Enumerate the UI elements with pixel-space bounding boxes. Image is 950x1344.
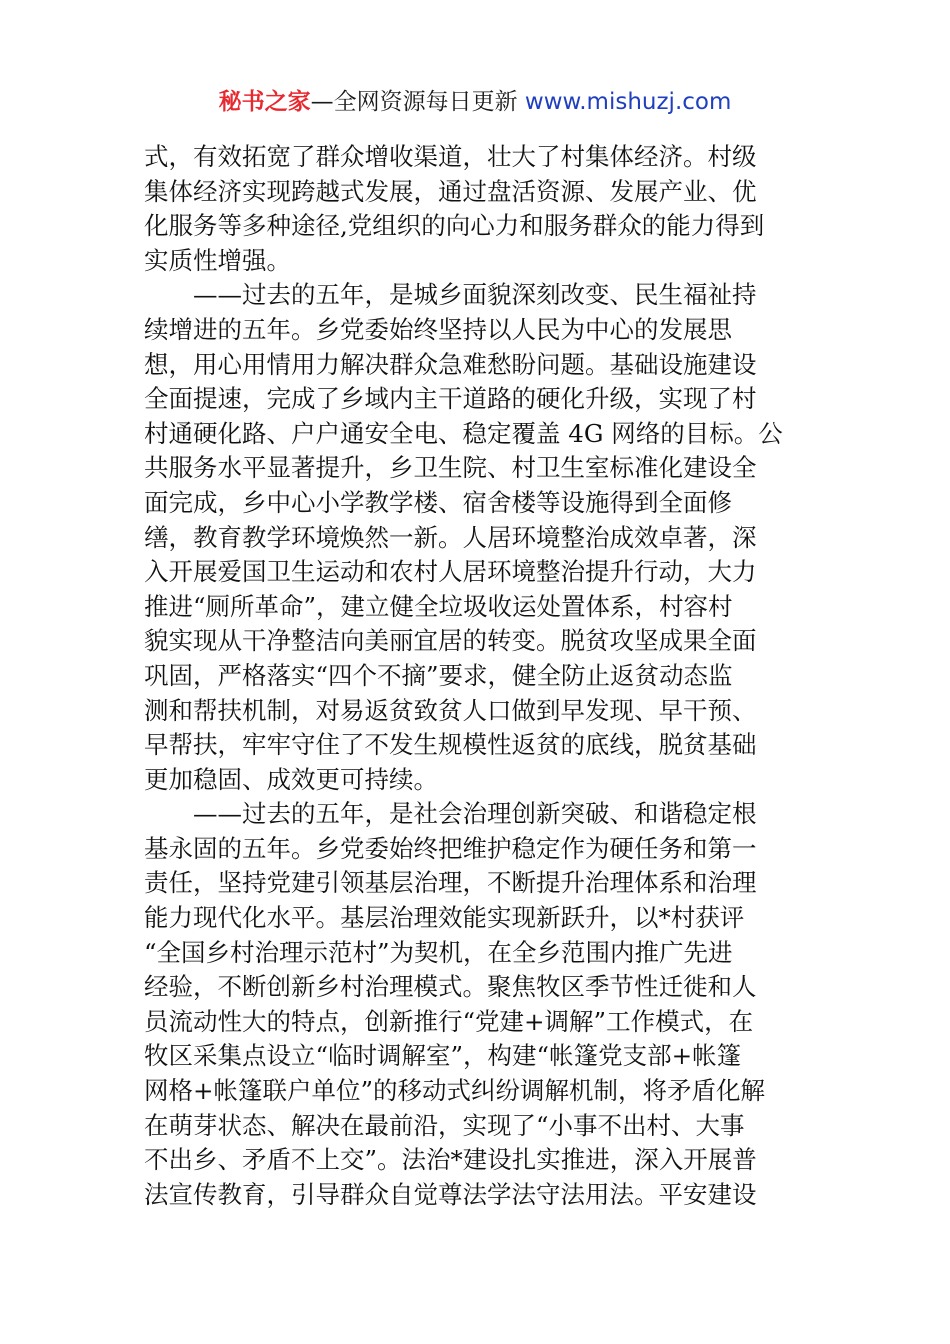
text-line: 测和帮扶机制，对易返贫致贫人口做到早发现、早干预、 (144, 695, 757, 725)
text-line: 基永固的五年。乡党委始终把维护稳定作为硬任务和第一 (144, 833, 757, 863)
text-line: 共服务水平显著提升，乡卫生院、村卫生室标准化建设全 (144, 453, 757, 483)
text-line: “全国乡村治理示范村”为契机，在全乡范围内推广先进 (144, 937, 733, 967)
text-line: 村通硬化路、户户通安全电、稳定覆盖 4G 网络的目标。公 (144, 418, 783, 448)
text-line: ——过去的五年，是城乡面貌深刻改变、民生福祉持 (144, 280, 757, 310)
text-line: 不出乡、矛盾不上交”。法治*建设扎实推进，深入开展普 (144, 1145, 757, 1175)
text-line: 牧区采集点设立“临时调解室”，构建“帐篷党支部+帐篷 (144, 1041, 742, 1071)
text-line: 法宣传教育，引导群众自觉尊法学法守法用法。平安建设 (144, 1179, 757, 1209)
text-line: 巩固，严格落实“四个不摘”要求，健全防止返贫动态监 (144, 660, 733, 690)
text-line: 集体经济实现跨越式发展，通过盘活资源、发展产业、优 (144, 176, 757, 206)
text-line: 责任，坚持党建引领基层治理，不断提升治理体系和治理 (144, 868, 757, 898)
text-line: 早帮扶，牢牢守住了不发生规模性返贫的底线，脱贫基础 (144, 730, 757, 760)
text-line: 能力现代化水平。基层治理效能实现新跃升，以*村获评 (144, 903, 745, 933)
header-brand: 秘书之家 (218, 89, 311, 115)
text-line: 面完成，乡中心小学教学楼、宿舍楼等设施得到全面修 (144, 487, 732, 517)
text-line: 缮，教育教学环境焕然一新。人居环境整治成效卓著，深 (144, 522, 757, 552)
page-header (0, 86, 950, 118)
text-line: 式，有效拓宽了群众增收渠道，壮大了村集体经济。村级 (144, 142, 757, 171)
text-line: 实质性增强。 (144, 245, 291, 275)
header-url-link[interactable]: www.mishuzj.com (524, 89, 732, 115)
text-line: 网格+帐篷联户单位”的移动式纠纷调解机制，将矛盾化解 (144, 1076, 766, 1106)
body-text (144, 140, 810, 1212)
header-tagline: —全网资源每日更新 (310, 89, 518, 115)
text-line: 全面提速，完成了乡域内主干道路的硬化升级，实现了村 (144, 384, 757, 414)
text-line: 推进“厕所革命”，建立健全垃圾收运处置体系，村容村 (144, 591, 733, 621)
text-line: ——过去的五年，是社会治理创新突破、和谐稳定根 (144, 799, 757, 829)
text-line: 化服务等多种途径,党组织的向心力和服务群众的能力得到 (144, 211, 765, 241)
text-line: 续增进的五年。乡党委始终坚持以人民为中心的发展思 (144, 314, 732, 344)
text-line: 经验，不断创新乡村治理模式。聚焦牧区季节性迁徙和人 (144, 972, 757, 1002)
text-line: 貌实现从干净整洁向美丽宜居的转变。脱贫攻坚成果全面 (144, 626, 757, 656)
text-line: 在萌芽状态、解决在最前沿，实现了“小事不出村、大事 (144, 1110, 745, 1140)
text-line: 入开展爱国卫生运动和农村人居环境整治提升行动，大力 (144, 557, 757, 587)
text-line: 更加稳固、成效更可持续。 (144, 764, 438, 794)
text-line: 想，用心用情用力解决群众急难愁盼问题。基础设施建设 (144, 349, 757, 379)
text-line: 员流动性大的特点，创新推行“党建+调解”工作模式，在 (144, 1006, 754, 1036)
